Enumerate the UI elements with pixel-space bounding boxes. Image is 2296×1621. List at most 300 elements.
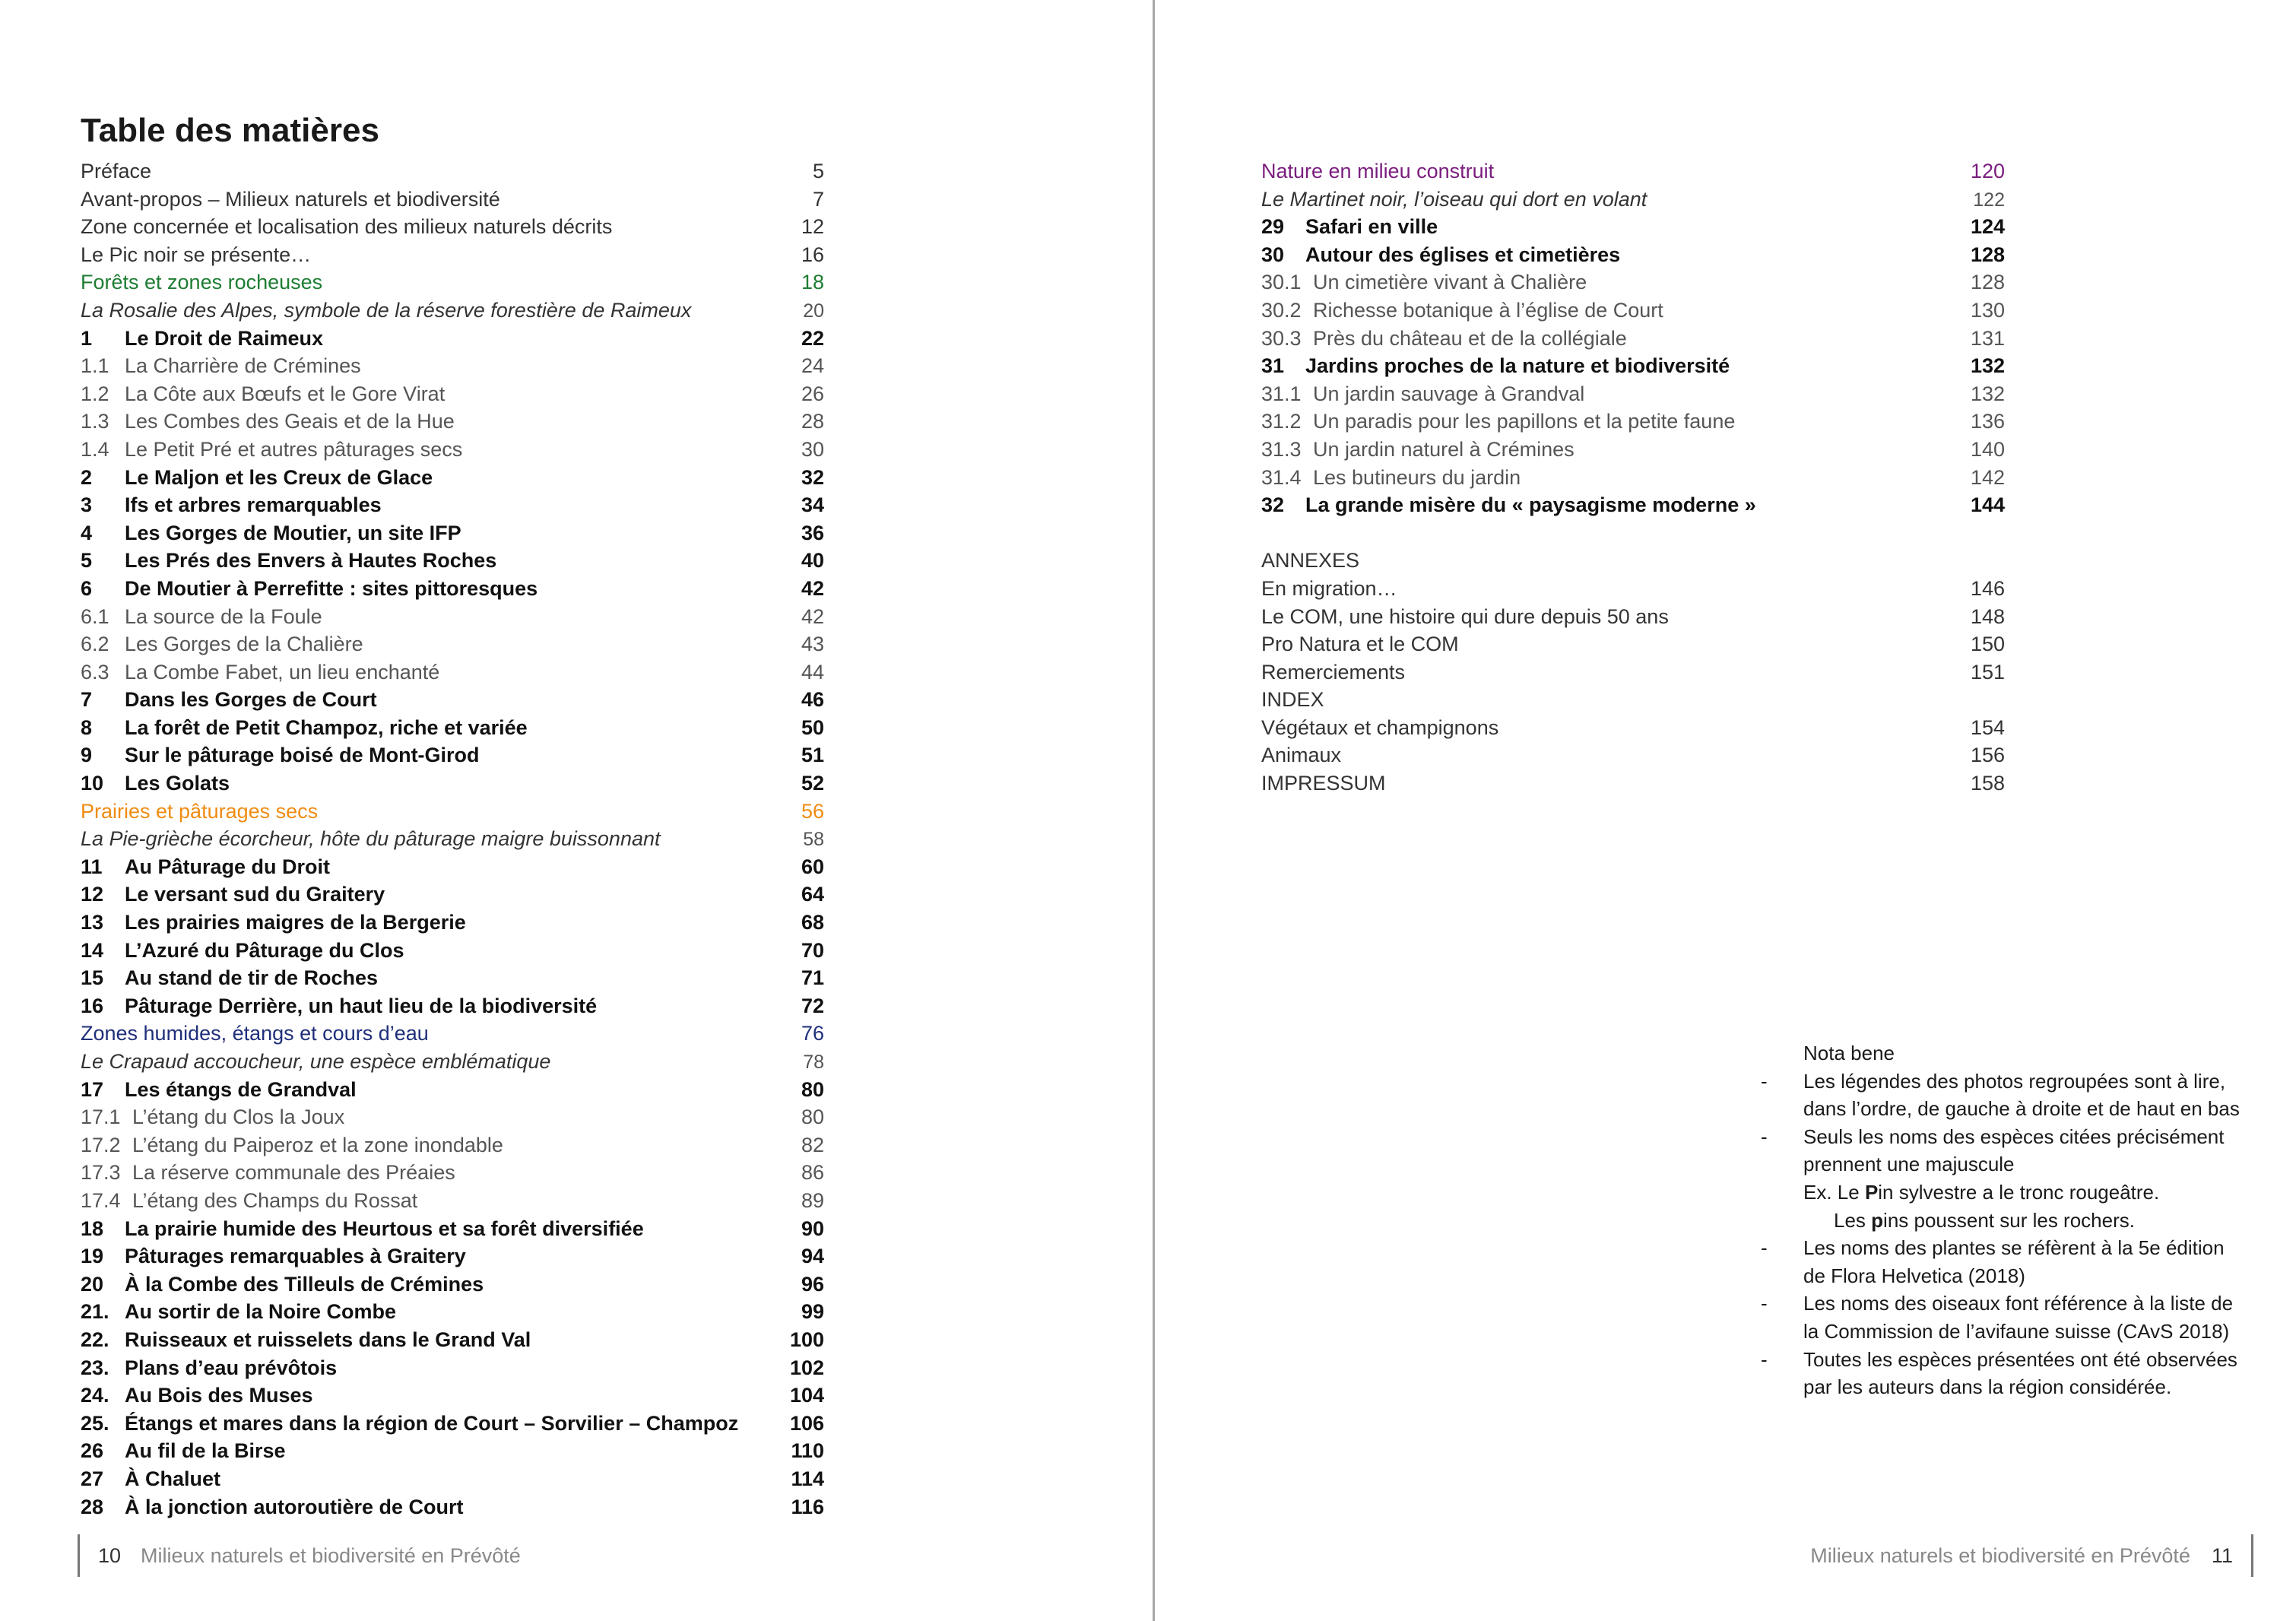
toc-entry-page: 56 <box>801 799 824 823</box>
toc-entry <box>1261 630 2005 658</box>
toc-entry-text: Au stand de tir de Roches <box>125 966 379 990</box>
toc-entry-page: 76 <box>801 1022 824 1045</box>
toc-entry <box>81 325 824 353</box>
running-title-left: Milieux naturels et biodiversité en Prévôté <box>141 1544 521 1567</box>
toc-entry-text: Les butineurs du jardin <box>1313 465 1521 489</box>
toc-entry-text: Au fil de la Birse <box>125 1439 286 1463</box>
toc-entry <box>81 464 824 492</box>
toc-entry <box>81 1465 824 1493</box>
toc-entry-label <box>81 325 779 353</box>
toc-entry-label <box>1261 547 1959 575</box>
toc-entry-page: 64 <box>801 883 824 906</box>
nota-text: Seuls les noms des espèces citées précisément prennent une majuscule <box>1803 1125 2225 1176</box>
toc-entry-page: 132 <box>1970 354 2005 378</box>
toc-entry-page: 89 <box>801 1188 824 1212</box>
toc-entry <box>81 268 824 297</box>
toc-entry-label <box>81 714 779 742</box>
toc-entry-page: 94 <box>801 1245 824 1268</box>
toc-entry-page: 102 <box>789 1356 824 1379</box>
toc-entry <box>81 1020 824 1048</box>
toc-entry-number: 10 <box>81 772 104 795</box>
toc-entry <box>81 825 824 853</box>
toc-entry-text: Un jardin sauvage à Grandval <box>1313 382 1585 405</box>
toc-entry-number: 2 <box>81 465 93 489</box>
toc-entry-text: Autour des églises et cimetières <box>1305 243 1621 266</box>
toc-entry-number: 20 <box>81 1272 104 1296</box>
toc-entry-label <box>1261 741 1959 769</box>
toc-entry-label <box>81 1103 779 1131</box>
toc-entry <box>81 714 824 742</box>
toc-entry-page: 80 <box>801 1106 824 1129</box>
toc-entry <box>1261 603 2005 631</box>
toc-entry-text: Zone concernée et localisation des milieux naturels décrits <box>81 215 613 239</box>
toc-entry-label <box>1261 268 1959 297</box>
toc-entry-text: Nature en milieu construit <box>1261 160 1495 182</box>
toc-entry-label <box>81 1381 779 1410</box>
toc-entry-label <box>1261 241 1959 269</box>
toc-entry-page: 136 <box>1970 410 2005 433</box>
toc-entry-text: Les Prés des Envers à Hautes Roches <box>125 549 497 573</box>
toc-entry-number: 1.1 <box>81 354 109 378</box>
toc-entry-label <box>81 992 779 1020</box>
toc-entry-page: 148 <box>1970 604 2005 628</box>
toc-entry-text: La prairie humide des Heurtous et sa forêt diversifiée <box>125 1217 644 1240</box>
toc-entry-page: 110 <box>791 1439 824 1463</box>
toc-entry <box>81 547 824 575</box>
toc-entry-number: 30 <box>1261 243 1285 266</box>
toc-entry <box>1261 436 2005 464</box>
toc-entry <box>1261 380 2005 408</box>
toc-entry-number: 7 <box>81 688 93 712</box>
toc-entry-number: 25. <box>81 1411 109 1435</box>
nota-item <box>1761 1234 2247 1290</box>
toc-entry <box>81 1270 824 1299</box>
toc-entry-number: 13 <box>81 911 104 934</box>
toc-entry-text: La Charrière de Crémines <box>125 354 361 378</box>
toc-entry-label <box>81 297 779 325</box>
nota-example-1 <box>1803 1178 2247 1207</box>
example-bold-letter: P <box>1864 1180 1879 1204</box>
toc-entry-label <box>1261 630 1959 658</box>
toc-entry-page: 130 <box>1970 298 2005 322</box>
toc-entry-page: 70 <box>801 938 824 962</box>
toc-list-right <box>1261 157 2005 798</box>
toc-entry-page: 151 <box>1970 660 2005 684</box>
toc-entry-number: 17.1 <box>81 1106 121 1129</box>
toc-entry <box>81 297 824 325</box>
toc-entry-page: 36 <box>801 521 824 544</box>
toc-entry-text: Dans les Gorges de Court <box>125 688 377 712</box>
toc-entry <box>81 1187 824 1215</box>
toc-entry <box>81 686 824 714</box>
toc-list-left <box>81 157 824 1521</box>
toc-entry-text: L’étang du Paiperoz et la zone inondable <box>132 1133 503 1156</box>
toc-entry-number: 30.1 <box>1261 271 1302 294</box>
running-title-right: Milieux naturels et biodiversité en Prévôté <box>1810 1544 2190 1567</box>
toc-entry-label <box>81 1242 779 1270</box>
toc-entry-text: Le Pic noir se présente… <box>81 243 312 266</box>
toc-entry <box>81 1326 824 1354</box>
toc-entry-number: 31.1 <box>1261 382 1302 405</box>
toc-entry <box>81 992 824 1020</box>
toc-entry-text: L’étang des Champs du Rossat <box>132 1188 418 1212</box>
toc-entry-text: Végétaux et champignons <box>1261 715 1499 739</box>
toc-entry-page: 131 <box>1970 326 2005 350</box>
toc-entry-text: À la Combe des Tilleuls de Crémines <box>125 1272 484 1296</box>
toc-entry-number: 1.3 <box>81 410 109 433</box>
toc-entry-number: 29 <box>1261 215 1285 239</box>
toc-entry-text: Zones humides, étangs et cours d’eau <box>81 1022 429 1045</box>
toc-entry <box>1261 769 2005 798</box>
toc-entry <box>81 658 824 687</box>
toc-entry-number: 3 <box>81 493 93 517</box>
toc-entry-label <box>81 798 779 826</box>
toc-entry-text: Un jardin naturel à Crémines <box>1313 437 1575 461</box>
nota-item <box>1761 1123 2247 1178</box>
toc-entry-text: Ruisseaux et ruisselets dans le Grand Val <box>125 1328 531 1351</box>
toc-entry-page: 71 <box>801 966 824 990</box>
toc-entry <box>81 1354 824 1382</box>
toc-entry-number: 17.4 <box>81 1188 121 1212</box>
example-rest: in sylvestre a le tronc rougeâtre. <box>1878 1180 2160 1204</box>
toc-entry-number: 9 <box>81 744 93 767</box>
footer-divider <box>2251 1534 2253 1577</box>
toc-entry-label <box>1261 436 1959 464</box>
toc-entry-text: En migration… <box>1261 576 1397 600</box>
toc-entry-label <box>81 408 779 436</box>
toc-entry <box>81 1103 824 1131</box>
toc-entry-page: 5 <box>812 160 824 182</box>
page-number-right: 11 <box>2211 1544 2233 1567</box>
toc-entry-number: 6.3 <box>81 660 109 684</box>
toc-entry-text: Les prairies maigres de la Bergerie <box>125 911 466 934</box>
toc-entry-page: 34 <box>801 493 824 517</box>
toc-entry <box>1261 491 2005 519</box>
toc-entry-number: 28 <box>81 1495 104 1518</box>
nota-text: Les légendes des photos regroupées sont à lire, dans l’ordre, de gauche à droite et de haut en bas <box>1803 1069 2240 1121</box>
toc-entry-number: 5 <box>81 549 93 573</box>
toc-entry-text: Au sortir de la Noire Combe <box>125 1300 397 1324</box>
toc-entry-text: Au Bois des Muses <box>125 1384 313 1407</box>
toc-entry-page: 150 <box>1970 633 2005 656</box>
toc-entry-number: 6.2 <box>81 633 109 656</box>
toc-entry-number: 1.4 <box>81 437 109 461</box>
toc-entry <box>1261 186 2005 214</box>
toc-entry-label <box>81 658 779 687</box>
toc-entry-text: Animaux <box>1261 744 1342 767</box>
nota-item <box>1761 1067 2247 1123</box>
toc-entry-page: 116 <box>791 1495 824 1518</box>
toc-entry-label <box>81 1493 779 1521</box>
toc-entry <box>1261 352 2005 380</box>
toc-entry <box>81 1493 824 1521</box>
toc-entry-page: 154 <box>1970 715 2005 739</box>
toc-entry-text: Le Droit de Raimeux <box>125 326 324 350</box>
toc-entry <box>81 436 824 464</box>
toc-entry <box>1261 686 2005 714</box>
toc-entry-text: Pâturages remarquables à Graitery <box>125 1245 466 1268</box>
toc-entry-label <box>81 268 779 297</box>
toc-entry-page: 99 <box>801 1300 824 1324</box>
toc-entry-text: À Chaluet <box>125 1467 221 1490</box>
toc-entry-label <box>81 880 779 909</box>
toc-entry-text: Les Combes des Geais et de la Hue <box>125 410 455 433</box>
nota-example-2 <box>1834 1207 2247 1235</box>
toc-entry-text: Remerciements <box>1261 660 1406 684</box>
toc-entry-page: 120 <box>1970 160 2005 182</box>
toc-entry <box>81 880 824 909</box>
toc-entry-number: 8 <box>81 715 93 739</box>
toc-entry-label <box>81 937 779 965</box>
toc-entry-text: Le Martinet noir, l’oiseau qui dort en volant <box>1261 187 1647 211</box>
toc-entry <box>1261 297 2005 325</box>
toc-entry-label <box>81 1270 779 1299</box>
toc-entry-text: La réserve communale des Préaies <box>132 1161 455 1185</box>
toc-entry-text: Le versant sud du Graitery <box>125 883 385 906</box>
toc-entry-number: 22. <box>81 1328 109 1351</box>
toc-entry-label <box>81 1215 779 1243</box>
toc-entry-label <box>81 1298 779 1326</box>
toc-entry-number: 21. <box>81 1300 109 1324</box>
toc-entry-page: 72 <box>801 994 824 1017</box>
nota-item <box>1761 1346 2247 1401</box>
toc-entry-text: Près du château et de la collégiale <box>1313 326 1627 350</box>
toc-entry <box>81 1381 824 1410</box>
toc-entry-page: 32 <box>801 465 824 489</box>
toc-entry <box>81 186 824 214</box>
nota-text: Toutes les espèces présentées ont été observées par les auteurs dans la région considérée. <box>1803 1347 2237 1399</box>
toc-spacer <box>1261 519 2005 547</box>
toc-entry-text: Le Maljon et les Creux de Glace <box>125 465 433 489</box>
toc-entry <box>1261 241 2005 269</box>
toc-entry-page: 82 <box>801 1133 824 1156</box>
toc-entry-label <box>81 1465 779 1493</box>
toc-entry <box>1261 157 2005 186</box>
toc-entry <box>81 213 824 241</box>
footer-left <box>78 1534 521 1577</box>
toc-entry-label <box>1261 686 1959 714</box>
toc-entry-label <box>81 1410 779 1438</box>
toc-entry-text: La Côte aux Bœufs et le Gore Virat <box>125 382 446 405</box>
toc-entry-number: 14 <box>81 938 104 962</box>
toc-entry-text: Prairies et pâturages secs <box>81 799 319 823</box>
toc-entry-number: 17 <box>81 1077 104 1101</box>
toc-entry-label <box>81 1437 779 1465</box>
toc-entry-label <box>81 157 779 186</box>
toc-entry-page: 124 <box>1970 215 2005 239</box>
toc-entry <box>81 909 824 937</box>
toc-entry-number: 23. <box>81 1356 109 1379</box>
toc-entry <box>1261 408 2005 436</box>
toc-entry <box>81 1048 824 1076</box>
toc-entry-page: 140 <box>1970 437 2005 461</box>
toc-entry-page: 86 <box>801 1161 824 1185</box>
toc-entry <box>81 964 824 992</box>
toc-entry-text: Le Crapaud accoucheur, une espèce emblématique <box>81 1050 551 1073</box>
toc-entry <box>1261 714 2005 742</box>
toc-entry-page: 78 <box>803 1052 824 1073</box>
toc-entry <box>81 408 824 436</box>
toc-entry <box>1261 213 2005 241</box>
toc-entry-label <box>81 575 779 603</box>
footer-right <box>1810 1534 2253 1577</box>
toc-entry-number: 31.2 <box>1261 410 1302 433</box>
toc-entry-number: 24. <box>81 1384 109 1407</box>
toc-entry-text: La Rosalie des Alpes, symbole de la réserve forestière de Raimeux <box>81 298 692 322</box>
toc-entry-label <box>81 769 779 798</box>
toc-entry-label <box>1261 714 1959 742</box>
toc-entry-label <box>1261 186 1959 214</box>
toc-entry-number: 19 <box>81 1245 104 1268</box>
toc-entry-label <box>1261 157 1959 186</box>
toc-entry-page: 44 <box>801 660 824 684</box>
toc-entry-page: 114 <box>791 1467 824 1490</box>
example-prefix: Ex. Le <box>1803 1180 1865 1204</box>
toc-entry-page: 20 <box>803 300 824 322</box>
toc-entry-text: Au Pâturage du Droit <box>125 855 331 878</box>
toc-entry-page: 146 <box>1970 576 2005 600</box>
toc-entry-number: 6.1 <box>81 604 109 628</box>
toc-entry-text: Pâturage Derrière, un haut lieu de la biodiversité <box>125 994 598 1017</box>
toc-entry <box>1261 741 2005 769</box>
toc-entry-label <box>81 825 779 853</box>
nota-item <box>1761 1290 2247 1345</box>
toc-entry-number: 31.4 <box>1261 465 1302 489</box>
toc-entry-text: La grande misère du « paysagisme moderne » <box>1305 493 1756 517</box>
toc-entry-page: 158 <box>1970 772 2005 795</box>
toc-entry-label <box>81 630 779 658</box>
toc-entry-text: Préface <box>81 160 152 182</box>
toc-entry-text: Le COM, une histoire qui dure depuis 50 ans <box>1261 604 1669 628</box>
example-prefix: Les <box>1834 1208 1872 1232</box>
toc-entry-page: 18 <box>801 271 824 294</box>
toc-entry <box>1261 268 2005 297</box>
toc-entry <box>1261 575 2005 603</box>
toc-entry-label <box>81 491 779 519</box>
toc-entry <box>81 1076 824 1104</box>
toc-entry-label <box>81 909 779 937</box>
toc-entry-text: Richesse botanique à l’église de Court <box>1313 298 1663 322</box>
page-title: Table des matières <box>81 112 379 149</box>
toc-entry-label <box>81 436 779 464</box>
toc-entry-label <box>1261 658 1959 687</box>
toc-entry-text: La forêt de Petit Champoz, riche et variée <box>125 715 528 739</box>
toc-entry-page: 144 <box>1970 493 2005 517</box>
toc-entry-text: Forêts et zones rocheuses <box>81 271 323 294</box>
toc-entry-page: 28 <box>801 410 824 433</box>
toc-entry-page: 43 <box>801 633 824 656</box>
toc-entry-label <box>1261 380 1959 408</box>
toc-entry <box>81 491 824 519</box>
toc-entry <box>1261 547 2005 575</box>
toc-entry-page: 58 <box>803 829 824 851</box>
toc-entry-text: Les Gorges de la Chalière <box>125 633 363 656</box>
toc-entry-text: À la jonction autoroutière de Court <box>125 1495 464 1518</box>
toc-entry <box>81 853 824 881</box>
toc-entry-label <box>81 1020 779 1048</box>
toc-entry-page: 26 <box>801 382 824 405</box>
toc-entry-number: 16 <box>81 994 104 1017</box>
toc-entry <box>81 1242 824 1270</box>
toc-entry-page: 68 <box>801 911 824 934</box>
toc-entry-page: 51 <box>801 744 824 767</box>
toc-entry-number: 27 <box>81 1467 104 1490</box>
toc-entry-number: 31.3 <box>1261 437 1302 461</box>
toc-entry-text: L’étang du Clos la Joux <box>132 1106 345 1129</box>
footer-divider <box>78 1534 80 1577</box>
toc-entry-number: 26 <box>81 1439 104 1463</box>
toc-entry <box>81 741 824 769</box>
toc-entry-page: 128 <box>1970 243 2005 266</box>
toc-entry-page: 104 <box>789 1384 824 1407</box>
toc-entry <box>81 603 824 631</box>
nota-bene-box <box>1761 1039 2247 1401</box>
toc-entry <box>81 798 824 826</box>
toc-entry-label <box>81 1159 779 1187</box>
toc-entry-label <box>81 603 779 631</box>
toc-entry-label <box>1261 408 1959 436</box>
toc-entry <box>81 519 824 547</box>
toc-entry-page: 156 <box>1970 744 2005 767</box>
toc-entry-number: 32 <box>1261 493 1285 517</box>
toc-entry-text: Ifs et arbres remarquables <box>125 493 382 517</box>
toc-entry-label <box>81 741 779 769</box>
toc-entry-page: 24 <box>801 354 824 378</box>
toc-entry-text: Sur le pâturage boisé de Mont-Girod <box>125 744 480 767</box>
toc-entry-text: De Moutier à Perrefitte : sites pittoresques <box>125 576 538 600</box>
toc-entry-text: Les Golats <box>125 772 230 795</box>
toc-entry-label <box>1261 297 1959 325</box>
toc-entry-page: 128 <box>1970 271 2005 294</box>
toc-entry <box>81 157 824 186</box>
toc-entry-page: 30 <box>801 437 824 461</box>
toc-entry <box>81 1437 824 1465</box>
dash-bullet: - <box>1761 1236 1768 1260</box>
toc-entry-label <box>1261 769 1959 798</box>
toc-entry-label <box>1261 575 1959 603</box>
dash-bullet: - <box>1761 1347 1768 1371</box>
toc-entry-label <box>81 464 779 492</box>
toc-entry-label <box>81 1187 779 1215</box>
toc-entry-text: Avant-propos – Milieux naturels et biodiversité <box>81 187 500 211</box>
toc-entry-label <box>1261 603 1959 631</box>
toc-entry <box>1261 658 2005 687</box>
toc-entry <box>81 1410 824 1438</box>
nota-text: Les noms des oiseaux font référence à la liste de la Commission de l’avifaune suisse (CAvS 2018) <box>1803 1292 2234 1343</box>
toc-entry-text: Le Petit Pré et autres pâturages secs <box>125 437 463 461</box>
toc-entry-page: 7 <box>812 187 824 211</box>
dash-bullet: - <box>1761 1292 1768 1315</box>
toc-entry-text: Étangs et mares dans la région de Court – Sorvilier – Champoz <box>125 1411 739 1435</box>
toc-entry-number: 17.3 <box>81 1161 121 1185</box>
toc-entry-label <box>1261 491 1959 519</box>
toc-entry-text: Un cimetière vivant à Chalière <box>1313 271 1587 294</box>
toc-entry-page: 46 <box>801 688 824 712</box>
toc-entry-label <box>81 241 779 269</box>
toc-entry-label <box>81 186 779 214</box>
toc-entry-page: 12 <box>801 215 824 239</box>
toc-entry-label <box>81 213 779 241</box>
toc-entry-text: IMPRESSUM <box>1261 772 1386 795</box>
toc-entry-text: La Pie-grièche écorcheur, hôte du pâturage maigre buissonnant <box>81 827 661 851</box>
toc-entry-text: ANNEXES <box>1261 549 1360 573</box>
toc-entry <box>81 575 824 603</box>
toc-entry-label <box>81 1131 779 1159</box>
toc-entry-label <box>81 352 779 380</box>
toc-entry-number: 6 <box>81 576 93 600</box>
toc-entry-label <box>81 380 779 408</box>
toc-entry-page: 106 <box>789 1411 824 1435</box>
